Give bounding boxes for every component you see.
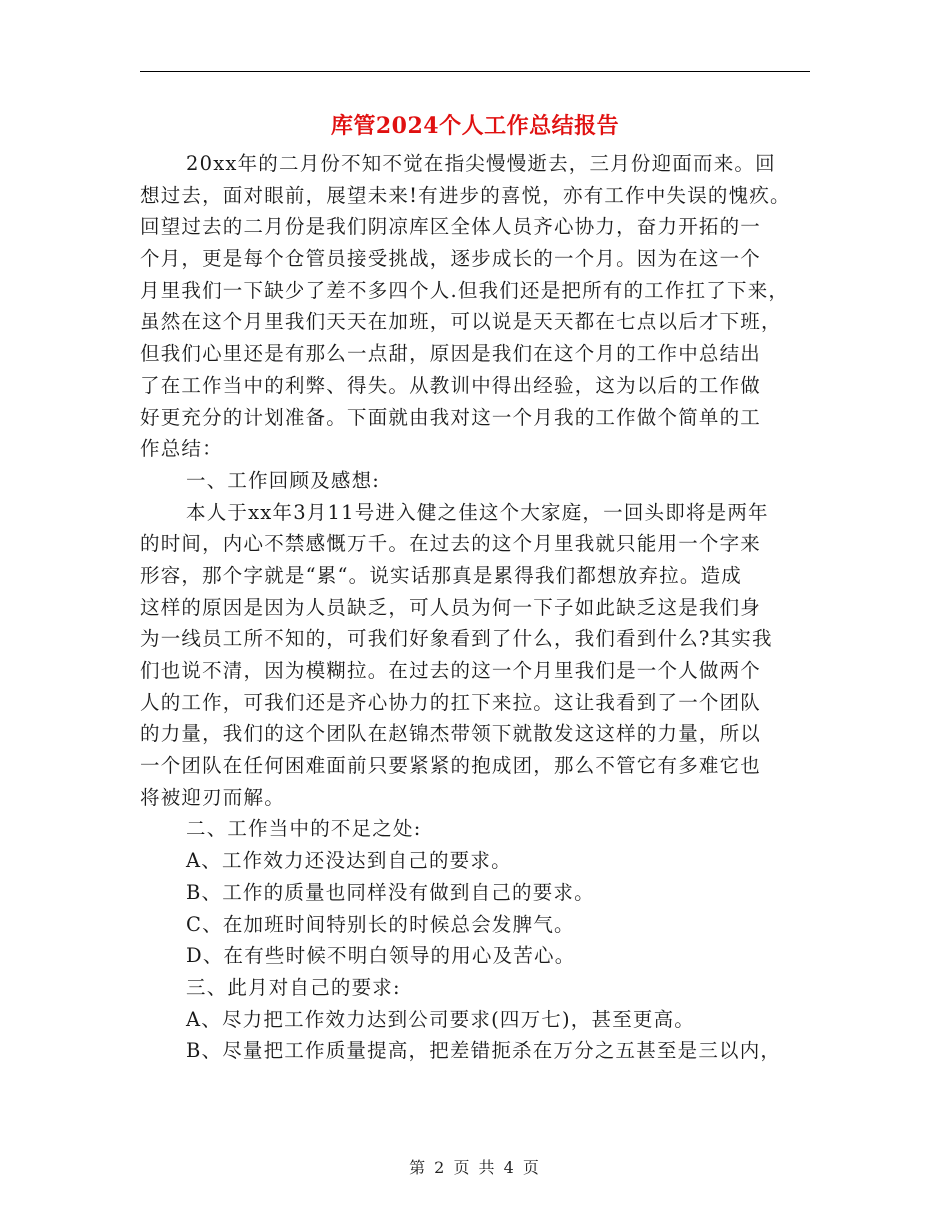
paragraph-line: 但我们心里还是有那么一点甜，原因是我们在这个月的工作中总结出 [140, 342, 762, 366]
list-item: A、工作效力还没达到自己的要求。 [186, 849, 512, 873]
paragraph-line: 将被迎刃而解。 [140, 785, 285, 809]
paragraph-line: 月里我们一下缺少了差不多四个人.但我们还是把所有的工作扛了下来， [140, 278, 790, 302]
paragraph-line: 想过去，面对眼前，展望未来!有进步的喜悦，亦有工作中失误的愧疚。 [140, 183, 791, 207]
paragraph-line: 这样的原因是因为人员缺乏，可人员为何一下子如此缺乏这是我们身 [140, 595, 762, 619]
list-item: B、工作的质量也同样没有做到自己的要求。 [186, 880, 595, 904]
section-heading: 一、工作回顾及感想: [186, 468, 381, 492]
paragraph-line: 好更充分的计划准备。下面就由我对这一个月我的工作做个简单的工 [140, 405, 762, 429]
paragraph-line: 回望过去的二月份是我们阴凉库区全体人员齐心协力，奋力开拓的一 [140, 215, 762, 239]
list-item: C、在加班时间特别长的时候总会发脾气。 [186, 912, 575, 936]
header-rule [140, 71, 810, 72]
list-item: D、在有些时候不明白领导的用心及苦心。 [186, 944, 576, 968]
page-number-footer: 第 2 页 共 4 页 [409, 1158, 541, 1177]
paragraph-line: 作总结： [140, 437, 223, 461]
document-body [140, 148, 820, 1067]
paragraph-line: 的时间，内心不禁感慨万千。在过去的这个月里我就只能用一个字来 [140, 532, 762, 556]
paragraph-line: 形容，那个字就是“累“。说实话那真是累得我们都想放弃拉。造成 [140, 563, 742, 587]
paragraph-line: 虽然在这个月里我们天天在加班，可以说是天天都在七点以后才下班， [140, 310, 782, 334]
paragraph-line: 20xx年的二月份不知不觉在指尖慢慢逝去，三月份迎面而来。回 [186, 152, 776, 175]
paragraph-line: 一个团队在任何困难面前只要紧紧的抱成团，那么不管它有多难它也 [140, 754, 762, 778]
document-title: 库管2024个人工作总结报告 [330, 113, 620, 139]
list-item: B、尽量把工作质量提高，把差错扼杀在万分之五甚至是三以内， [186, 1039, 782, 1063]
section-heading: 三、此月对自己的要求: [186, 975, 401, 999]
section-heading: 二、工作当中的不足之处: [186, 817, 422, 841]
paragraph-line: 们也说不清，因为模糊拉。在过去的这一个月里我们是一个人做两个 [140, 659, 762, 682]
paragraph-line: 的力量，我们的这个团队在赵锦杰带领下就散发这这样的力量，所以 [140, 722, 762, 746]
paragraph-line: 人的工作，可我们还是齐心协力的扛下来拉。这让我看到了一个团队 [140, 690, 762, 714]
list-item: A、尽力把工作效力达到公司要求(四万七)，甚至更高。 [186, 1007, 695, 1031]
paragraph-line: 个月，更是每个仓管员接受挑战，逐步成长的一个月。因为在这一个 [140, 247, 762, 271]
paragraph-line: 为一线员工所不知的，可我们好象看到了什么，我们看到什么?其实我 [140, 627, 773, 651]
paragraph-line: 了在工作当中的利弊、得失。从教训中得出经验，这为以后的工作做 [140, 373, 762, 397]
paragraph-line: 本人于xx年3月11号进入健之佳这个大家庭，一回头即将是两年 [186, 500, 769, 524]
